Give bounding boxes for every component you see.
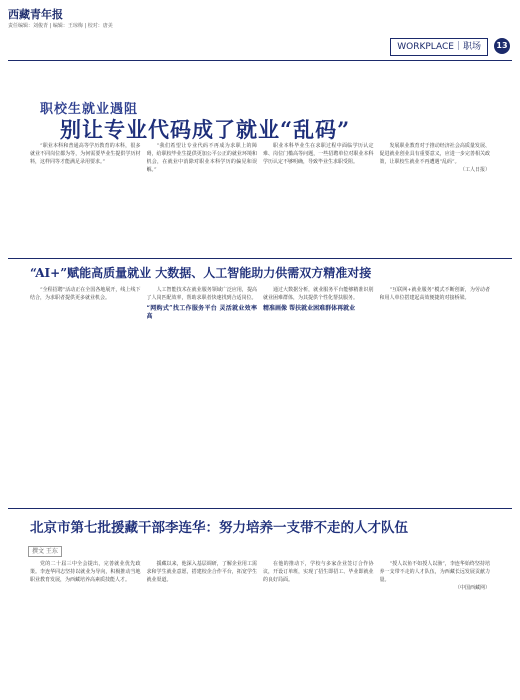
article1-title: 别让专业代码成了就业“乱码” (60, 117, 351, 142)
article2-subhead-1: “网购式”找工作服务平台 灵活就业效率高 (146, 305, 257, 320)
article1-col-3: 职业本科毕业生在求职过程中面临学历认定难、岗位门槛高等问题，一些招聘单位对职业本科学历认定不够明确，导致毕业生求职受阻。 (263, 143, 374, 165)
editor-meta: 责任编辑：刘俊青 | 编辑：王琼梅 | 校对：唐美 (8, 23, 113, 29)
article2-col-3: 通过大数据分析，就业服务平台能够精准识别就业困难群体，为其提供个性化帮扶服务。 精准画像 帮扶就业困难群体再就业 (263, 287, 374, 312)
section-tag: WORKPLACE｜职场 (390, 38, 488, 56)
paper-logo: 西藏青年报 (8, 8, 63, 21)
article2-col-2: 人工智能技术在就业服务领域广泛应用，提高了人岗匹配效率，帮助求职者快速找到合适岗位。 “网购式”找工作服务平台 灵活就业效率高 (146, 287, 257, 320)
article2-body (30, 286, 490, 502)
article2-col-1: “全程招聘”活动正在全国各地展开，线上线下结合，为求职者提供更多就业机会。 (30, 287, 141, 301)
article1-col-2: “我们希望让专业代码不再成为求职上的障碍，给职校毕业生提供更加公平公正的就业环境和机会，在就业中消除对职业本科学历的偏见和误解。” (146, 143, 257, 173)
article3-title: 北京市第七批援藏干部李连华：努力培养一支带不走的人才队伍 (30, 520, 408, 536)
page-number: 13 (494, 38, 510, 54)
divider (8, 258, 512, 259)
article2-col-4: “互联网+就业服务”模式不断创新，为劳动者和用人单位搭建起高效便捷的对接桥梁。 (379, 287, 490, 301)
article3-byline: 撰文 王东 (28, 546, 62, 557)
article1-body (30, 142, 490, 252)
divider (8, 508, 512, 509)
article1-col-4: 发展职业教育对于推动经济社会高质量发展、促进就业创业具有重要意义，应进一步完善相关政策，让职校生就业不再遭遇“乱码”。 （工人日报） (379, 143, 490, 173)
article3-col-1: 党的二十届三中全会提出，完善就业优先政策。李连华同志坚持以就业为导向，积极推动当地职业教育发展，为西藏培养高素质技能人才。 (30, 561, 141, 583)
article1-kicker: 职校生就业遇阻 (40, 102, 139, 117)
article2-subhead-2: 精准画像 帮扶就业困难群体再就业 (263, 305, 356, 312)
divider (8, 60, 512, 61)
article3-col-3: 在他的推动下，学校与多家企业签订合作协议，开设订单班，实现了招生即招工、毕业即就业的良好局面。 (263, 561, 374, 583)
article3-col-2: 援藏以来，他深入基层调研，了解企业用工需求和学生就业意愿，搭建校企合作平台，拓宽学生就业渠道。 (146, 561, 257, 583)
article1-source: （工人日报） (459, 167, 490, 173)
article3-body (30, 560, 490, 692)
article3-source: （中国西藏网） (454, 585, 490, 591)
article1-col-1: “职业本科和普通高等学历教育的本科，很多就业不同岗位都为等，为何需要毕业生提供学历材料，这样同等才能满足录用要求。” (30, 143, 141, 165)
article3-col-4: “授人以鱼不如授人以渔”，李连华始终坚持培养一支带不走的人才队伍，为西藏长远发展贡献力量。 （中国西藏网） (379, 561, 490, 591)
page-header (0, 0, 520, 62)
article2-title: “AI+”赋能高质量就业 大数据、人工智能助力供需双方精准对接 (30, 266, 372, 280)
